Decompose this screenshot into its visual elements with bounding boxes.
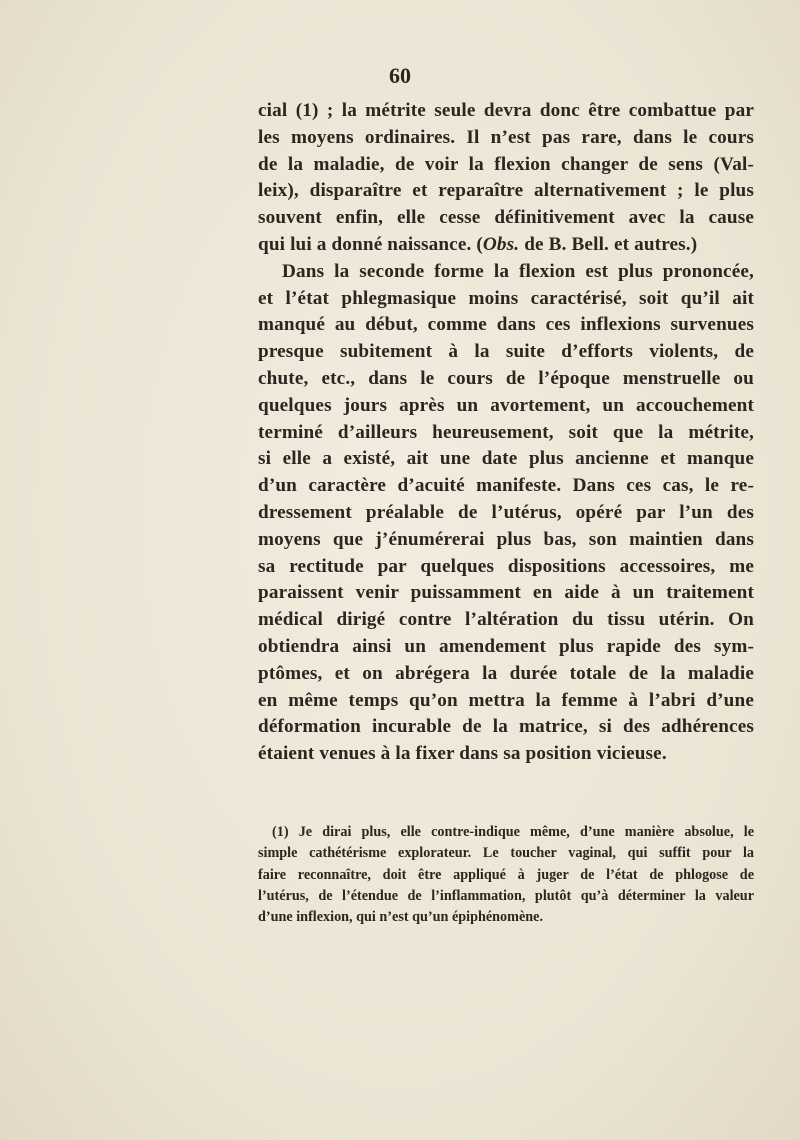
body-line: médical dirigé contre l’altération du tissu utérin. On bbox=[258, 609, 754, 631]
body-line: dressement préalable de l’utérus, opéré par l’un des bbox=[258, 501, 754, 523]
footnote-line: faire reconnaître, doit être appliqué à juger de l’état de phlogose de bbox=[258, 866, 754, 883]
page-number: 60 bbox=[389, 63, 411, 88]
body-line: obtiendra ainsi un amendement plus rapide des sym- bbox=[258, 635, 754, 657]
main-text bbox=[258, 98, 754, 768]
body-line: quelques jours après un avortement, un accouchement bbox=[258, 394, 754, 416]
body-line: manqué au début, comme dans ces inflexions survenues bbox=[258, 314, 754, 336]
citation-italic-obs: Obs. bbox=[482, 233, 520, 255]
body-line: chute, etc., dans le cours de l’époque menstruelle ou bbox=[258, 367, 754, 389]
body-line: si elle a existé, ait une date plus ancienne et manque bbox=[258, 448, 754, 470]
body-line: étaient venues à la fixer dans sa position vicieuse. bbox=[258, 743, 667, 765]
body-line: ptômes, et on abrégera la durée totale de la maladie bbox=[258, 662, 754, 684]
footnote-line: d’une inflexion, qui n’est qu’un épiphénomène. bbox=[258, 909, 543, 926]
body-line: en même temps qu’on mettra la femme à l’abri d’une bbox=[258, 689, 754, 711]
body-line-citation bbox=[258, 232, 754, 259]
body-line-paragraph-start: Dans la seconde forme la flexion est plus prononcée, bbox=[282, 260, 754, 282]
body-line: presque subitement à la suite d’efforts violents, de bbox=[258, 341, 754, 363]
body-line: leix), disparaître et reparaître alternativement ; le plus bbox=[258, 180, 754, 202]
footnote-line: l’utérus, de l’étendue de l’inflammation, plutôt qu’à déterminer la valeur bbox=[258, 887, 754, 904]
body-line: les moyens ordinaires. Il n’est pas rare, dans le cours bbox=[258, 126, 754, 148]
citation-text-after: de B. Bell. et autres.) bbox=[519, 233, 698, 255]
body-line: de la maladie, de voir la flexion changer de sens (Val- bbox=[258, 153, 754, 175]
body-line: d’un caractère d’acuité manifeste. Dans ces cas, le re- bbox=[258, 475, 754, 497]
footnote-line: simple cathétérisme explorateur. Le toucher vaginal, qui suffit pour la bbox=[258, 845, 754, 862]
body-line: souvent enfin, elle cesse définitivement avec la cause bbox=[258, 207, 754, 229]
citation-text-before: qui lui a donné naissance. ( bbox=[258, 233, 483, 255]
body-line: déformation incurable de la matrice, si des adhérences bbox=[258, 716, 754, 738]
body-line: et l’état phlegmasique moins caractérisé, soit qu’il ait bbox=[258, 287, 754, 309]
footnote bbox=[258, 822, 754, 928]
body-line: sa rectitude par quelques dispositions accessoires, me bbox=[258, 555, 754, 577]
body-line: cial (1) ; la métrite seule devra donc être combattue par bbox=[258, 100, 754, 121]
footnote-line: (1) Je dirai plus, elle contre-indique même, d’une manière absolue, le bbox=[272, 824, 754, 840]
body-line: paraissent venir puissamment en aide à un traitement bbox=[258, 582, 754, 604]
body-line: moyens que j’énumérerai plus bas, son maintien dans bbox=[258, 528, 754, 550]
body-line: terminé d’ailleurs heureusement, soit que la métrite, bbox=[258, 421, 754, 443]
